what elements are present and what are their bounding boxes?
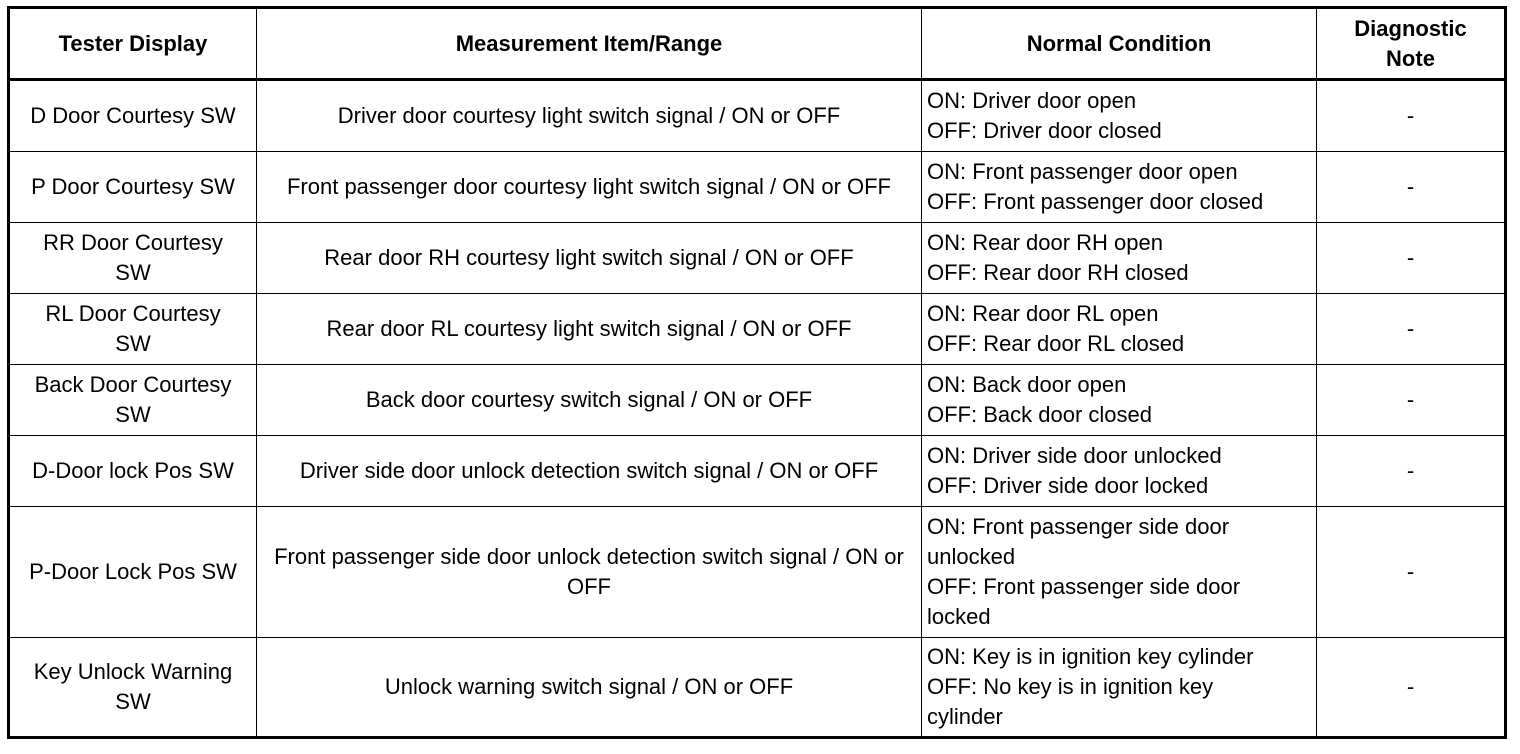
normal-off-text: OFF: Rear door RH closed [927,260,1189,285]
tester-display-cell: RR Door Courtesy SW [9,223,257,294]
header-row [9,8,1506,80]
measurement-cell: Driver door courtesy light switch signal / ON or OFF [257,80,922,152]
measurement-cell: Unlock warning switch signal / ON or OFF [257,638,922,738]
normal-off-text: OFF: Driver door closed [927,118,1162,143]
table-row [9,294,1506,365]
measurement-cell: Front passenger side door unlock detection switch signal / ON or OFF [257,507,922,638]
normal-off-text: OFF: Back door closed [927,402,1152,427]
normal-condition-cell [922,365,1317,436]
table-row [9,436,1506,507]
normal-condition-cell [922,80,1317,152]
normal-on-text: ON: Front passenger door open [927,159,1238,184]
measurement-cell: Front passenger door courtesy light switch signal / ON or OFF [257,152,922,223]
normal-on-text: ON: Front passenger side door unlocked [927,514,1230,569]
tester-display-cell: Key Unlock Warning SW [9,638,257,738]
normal-condition-cell [922,507,1317,638]
normal-off-text: OFF: Driver side door locked [927,473,1209,498]
normal-condition-cell [922,223,1317,294]
normal-condition-cell [922,152,1317,223]
table-body [9,80,1506,738]
normal-on-text: ON: Driver door open [927,88,1137,113]
normal-on-text: ON: Driver side door unlocked [927,443,1222,468]
normal-condition-cell [922,638,1317,738]
tester-display-cell: D Door Courtesy SW [9,80,257,152]
normal-on-text: ON: Back door open [927,372,1127,397]
tester-display-cell: RL Door Courtesy SW [9,294,257,365]
header-tester-display: Tester Display [9,8,257,80]
measurement-cell: Rear door RL courtesy light switch signal / ON or OFF [257,294,922,365]
table-row [9,80,1506,152]
table-row [9,152,1506,223]
normal-on-text: ON: Rear door RL open [927,301,1159,326]
diagnostic-note-cell: - [1317,223,1506,294]
table-header [9,8,1506,80]
data-list-table-container [7,6,1507,739]
tester-display-cell: P Door Courtesy SW [9,152,257,223]
measurement-cell: Back door courtesy switch signal / ON or OFF [257,365,922,436]
normal-condition-cell [922,294,1317,365]
data-list-table [7,6,1507,739]
normal-off-text: OFF: Front passenger side door locked [927,574,1241,629]
header-normal-condition: Normal Condition [922,8,1317,80]
header-diagnostic-note: Diagnostic Note [1317,8,1506,80]
diagnostic-note-cell: - [1317,80,1506,152]
table-row [9,223,1506,294]
normal-off-text: OFF: No key is in ignition key cylinder [927,674,1214,729]
tester-display-cell: D-Door lock Pos SW [9,436,257,507]
table-row [9,365,1506,436]
measurement-cell: Rear door RH courtesy light switch signal / ON or OFF [257,223,922,294]
header-measurement: Measurement Item/Range [257,8,922,80]
diagnostic-note-cell: - [1317,507,1506,638]
diagnostic-note-cell: - [1317,638,1506,738]
tester-display-cell: P-Door Lock Pos SW [9,507,257,638]
diagnostic-note-cell: - [1317,294,1506,365]
normal-on-text: ON: Rear door RH open [927,230,1163,255]
table-row [9,507,1506,638]
diagnostic-note-cell: - [1317,152,1506,223]
diagnostic-note-cell: - [1317,365,1506,436]
table-row [9,638,1506,738]
normal-condition-cell [922,436,1317,507]
tester-display-cell: Back Door Courtesy SW [9,365,257,436]
normal-off-text: OFF: Rear door RL closed [927,331,1185,356]
normal-on-text: ON: Key is in ignition key cylinder [927,644,1254,669]
diagnostic-note-cell: - [1317,436,1506,507]
normal-off-text: OFF: Front passenger door closed [927,189,1264,214]
measurement-cell: Driver side door unlock detection switch signal / ON or OFF [257,436,922,507]
